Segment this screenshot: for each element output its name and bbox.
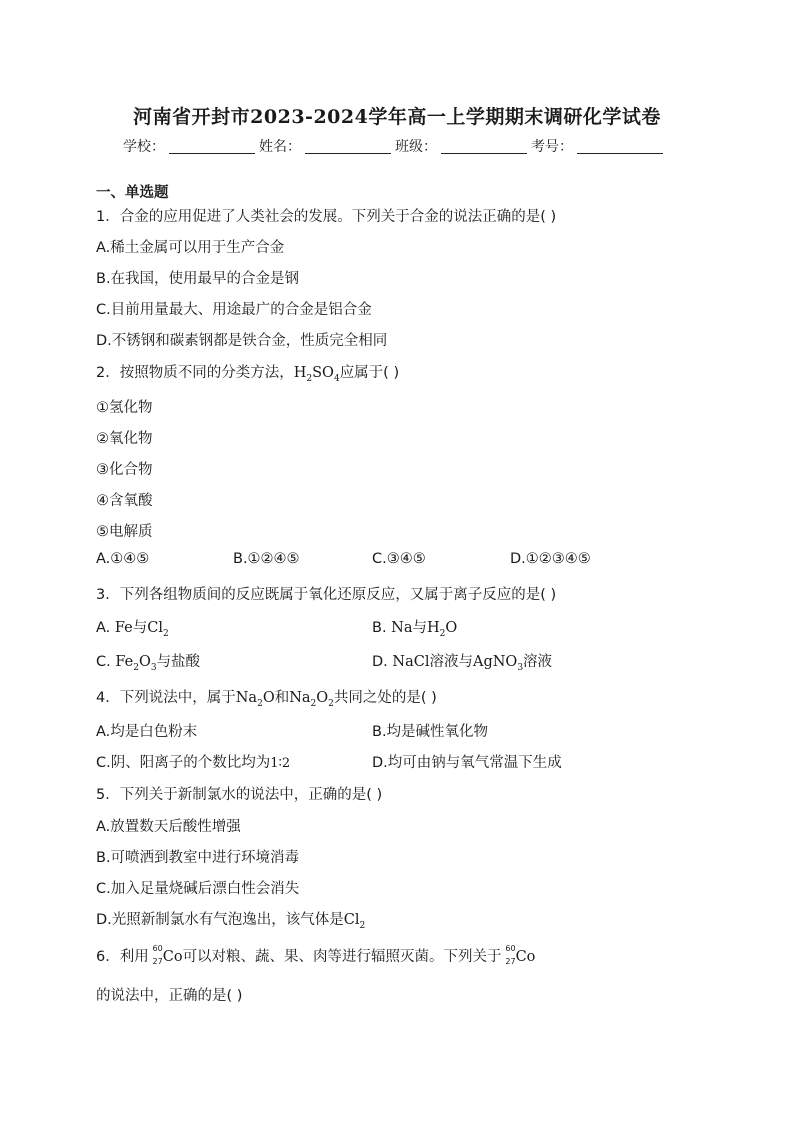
- q4-stem: [96, 686, 437, 707]
- q3-c-prefix: C.: [96, 654, 116, 670]
- q3-d-suffix: 溶液: [523, 654, 553, 670]
- q5-option-b: B.可喷洒到教室中进行环境消毒: [96, 850, 300, 866]
- q2-item: ②氧化物: [96, 431, 153, 447]
- mass-number: 60: [505, 944, 516, 953]
- nuclide-co60: [149, 944, 163, 966]
- q3-c-suffix: 与盐酸: [156, 654, 201, 670]
- atomic-number: 27: [152, 957, 163, 966]
- q6-stem: [96, 945, 535, 966]
- q1-option-b: B.在我国，使用最早的合金是钢: [96, 271, 300, 287]
- page-title: 河南省开封市2023-2024学年高一上学期期末调研化学试卷: [133, 106, 661, 128]
- element-symbol: Co: [515, 949, 536, 965]
- q3-b-prefix: B.: [372, 620, 392, 636]
- q6-stem-continued: 的说法中，正确的是( ): [96, 988, 243, 1004]
- atomic-number: 27: [505, 957, 516, 966]
- formula-h2o: $H_2O$: [427, 620, 458, 639]
- q2-stem-post: 应属于( ): [339, 365, 400, 381]
- q3-a-connector: 与: [132, 620, 148, 636]
- q3-b-connector: 与: [412, 620, 428, 636]
- class-label: 班级：: [395, 139, 437, 155]
- q5-option-c: C.加入足量烧碱后漂白性会消失: [96, 881, 300, 897]
- q6-stem-pre: 6．利用: [96, 949, 149, 965]
- q5-option-d: [96, 908, 365, 929]
- q4-option-b: B.均是碱性氧化物: [372, 724, 489, 740]
- q2-item: ⑤电解质: [96, 524, 153, 540]
- mass-number: 60: [152, 944, 163, 953]
- student-info-row: [123, 136, 667, 156]
- q4-stem-post: 共同之处的是( ): [333, 690, 437, 706]
- school-blank: [169, 139, 255, 154]
- name-label: 姓名：: [259, 139, 301, 155]
- formula-cl2: $Cl_2$: [343, 912, 366, 931]
- q4-option-d: D.均可由钠与氧气常温下生成: [372, 755, 562, 771]
- q5-d-text: D.光照新制氯水有气泡逸出，该气体是: [96, 912, 344, 928]
- formula-na2o2: $Na_2O_2$: [289, 690, 334, 709]
- q3-option-c: [96, 650, 200, 671]
- nuclide-co60: [502, 944, 516, 966]
- formula-h2so4: $H_2SO_4$: [293, 365, 340, 384]
- number-label: 考号：: [531, 139, 573, 155]
- q3-option-b: [372, 616, 457, 637]
- q3-option-d: [372, 650, 552, 671]
- formula-nacl: NaCl: [392, 654, 430, 670]
- class-blank: [441, 139, 527, 154]
- q4-stem-mid: 和: [274, 690, 290, 706]
- q1-option-c: C.目前用量最大、用途最广的合金是铝合金: [96, 302, 372, 318]
- q1-option-d: D.不锈钢和碳素钢都是铁合金，性质完全相同: [96, 333, 388, 349]
- section-heading: 一、单选题: [96, 185, 169, 201]
- q5-option-a: A.放置数天后酸性增强: [96, 819, 241, 835]
- q3-d-prefix: D.: [372, 654, 393, 670]
- q5-stem: 5．下列关于新制氯水的说法中，正确的是( ): [96, 787, 383, 803]
- q2-stem-pre: 2．按照物质不同的分类方法，: [96, 365, 294, 381]
- number-blank: [577, 139, 663, 154]
- q4-c-text: C.阴、阳离子的个数比均为: [96, 755, 271, 771]
- q4-stem-pre: 4．下列说法中，属于: [96, 690, 236, 706]
- q2-option-a: A.①④⑤: [96, 551, 150, 567]
- q3-stem: 3．下列各组物质间的反应既属于氧化还原反应，又属于离子反应的是( ): [96, 587, 557, 603]
- school-label: 学校：: [123, 139, 165, 155]
- q2-option-c: C.③④⑤: [372, 551, 426, 567]
- formula-na: Na: [391, 620, 413, 636]
- q3-d-connector: 溶液与: [429, 654, 473, 670]
- formula-na2o: $Na_2O$: [235, 690, 275, 709]
- q4-option-a: A.均是白色粉末: [96, 724, 198, 740]
- q2-item: ③化合物: [96, 462, 153, 478]
- name-blank: [305, 139, 391, 154]
- q1-option-a: A.稀土金属可以用于生产合金: [96, 240, 285, 256]
- q1-stem: 1．合金的应用促进了人类社会的发展。下列关于合金的说法正确的是( ): [96, 209, 557, 225]
- formula-cl2: $Cl_2$: [147, 620, 169, 639]
- q4-c-ratio: 1∶2: [270, 756, 291, 771]
- q2-option-d: D.①②③④⑤: [510, 551, 591, 567]
- formula-fe2o3: $Fe_2O_3$: [115, 654, 157, 673]
- formula-fe: Fe: [114, 620, 133, 636]
- q2-item: ④含氧酸: [96, 493, 153, 509]
- formula-agno3: AgNO$_3$: [472, 654, 524, 673]
- q2-option-b: B.①②④⑤: [233, 551, 300, 567]
- q3-option-a: [96, 616, 169, 637]
- q2-stem: [96, 361, 399, 382]
- element-symbol: Co: [162, 949, 183, 965]
- q4-option-c: [96, 751, 290, 772]
- q2-item: ①氢化物: [96, 400, 153, 416]
- q6-stem-mid: 可以对粮、蔬、果、肉等进行辐照灭菌。下列关于: [182, 949, 502, 965]
- q3-a-prefix: A.: [96, 620, 115, 636]
